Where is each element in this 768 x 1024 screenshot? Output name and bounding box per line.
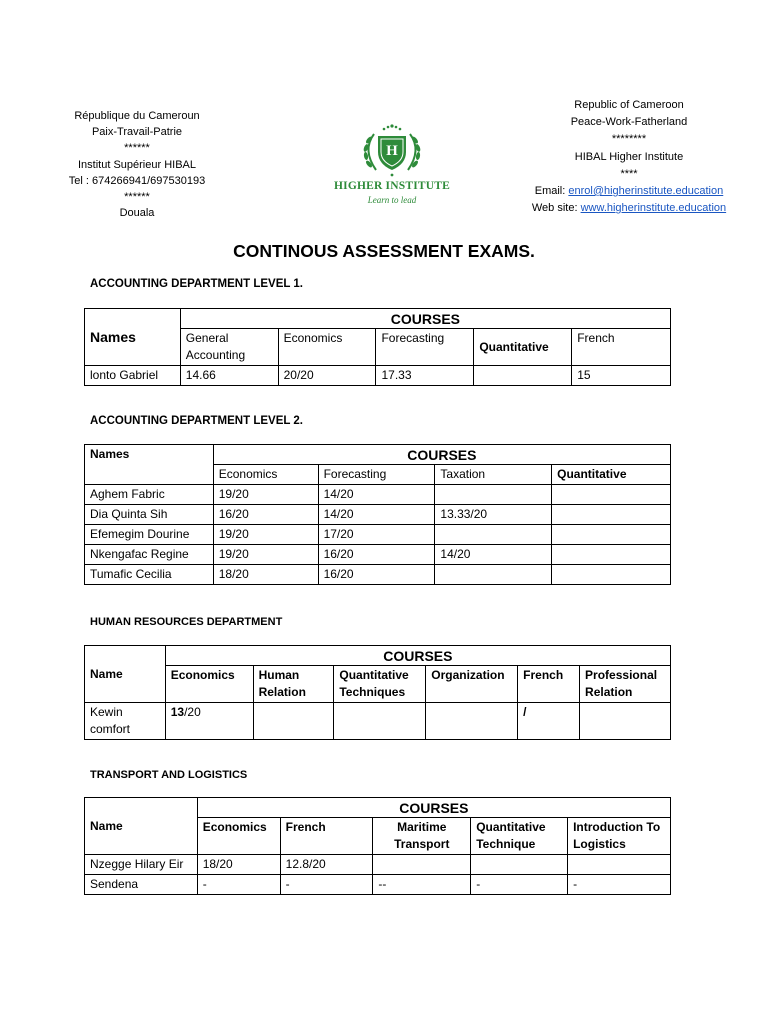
column-header: Economics (278, 329, 376, 366)
logo-tagline: Learn to lead (367, 195, 417, 205)
table-row (85, 875, 671, 895)
grade-cell (334, 703, 426, 740)
logo-name: HIGHER INSTITUTE (334, 180, 450, 192)
student-name: Aghem Fabric (85, 485, 214, 505)
website-link[interactable]: www.higherinstitute.education (580, 202, 727, 215)
column-header: Professional Relation (580, 666, 671, 703)
table-row (85, 565, 671, 585)
student-name: Efemegim Dourine (85, 525, 214, 545)
grade-cell: 14/20 (318, 485, 435, 505)
student-name: Nzegge Hilary Eir (85, 855, 198, 875)
header-right-line: Republic of Cameroon (574, 99, 684, 111)
grade-cell (471, 855, 568, 875)
grade-cell (552, 505, 671, 525)
grade-cell: 14/20 (435, 545, 552, 565)
section-heading-accounting-1: ACCOUNTING DEPARTMENT LEVEL 1. (90, 278, 303, 290)
column-header: Economics (197, 818, 280, 855)
grade-cell: 14.66 (180, 366, 278, 386)
header-right-block (514, 97, 744, 217)
grade-bold-part: 13 (170, 705, 185, 719)
student-name: Sendena (85, 875, 198, 895)
grade-cell: 18/20 (213, 565, 318, 585)
table-row (85, 505, 671, 525)
table-row (85, 366, 671, 386)
grade-cell (435, 525, 552, 545)
column-header: Forecasting (318, 465, 435, 485)
column-header: Quantitative Techniques (334, 666, 426, 703)
column-header: Introduction To Logistics (568, 818, 671, 855)
grade-cell: 17/20 (318, 525, 435, 545)
table-transport-logistics (84, 797, 671, 895)
column-header: Forecasting (376, 329, 474, 366)
column-header: Human Relation (253, 666, 334, 703)
student-name: Tumafic Cecilia (85, 565, 214, 585)
grade-cell (474, 366, 572, 386)
grade-cell: - (197, 875, 280, 895)
student-name: Kewin comfort (85, 703, 166, 740)
table-accounting-1 (84, 308, 671, 386)
grade-cell: - (280, 875, 373, 895)
column-header: General Accounting (180, 329, 278, 366)
column-header: Economics (165, 666, 253, 703)
grade-cell (253, 703, 334, 740)
grade-cell (552, 525, 671, 545)
grade-cell (165, 703, 253, 740)
grade-cell: - (568, 875, 671, 895)
section-heading-accounting-2: ACCOUNTING DEPARTMENT LEVEL 2. (90, 415, 303, 427)
column-header: Quantitative (552, 465, 671, 485)
grade-cell (435, 485, 552, 505)
grade-cell: -- (373, 875, 471, 895)
column-header: Maritime Transport (373, 818, 471, 855)
grade-cell (568, 855, 671, 875)
grade-cell (552, 545, 671, 565)
table-human-resources (84, 645, 671, 740)
grade-cell: 15 (572, 366, 671, 386)
table-row (85, 485, 671, 505)
header-left-line: République du Cameroun (74, 110, 200, 122)
student-name: lonto Gabriel (85, 366, 181, 386)
table-row (85, 703, 671, 740)
grade-cell: 17.33 (376, 366, 474, 386)
names-header: Name (85, 798, 198, 855)
table-row (85, 855, 671, 875)
grade-cell: 19/20 (213, 545, 318, 565)
header-left-line: ****** (124, 191, 150, 204)
grade-cell: 20/20 (278, 366, 376, 386)
grade-cell: 14/20 (318, 505, 435, 525)
grade-rest-part: /20 (184, 705, 201, 719)
grade-cell: 12.8/20 (280, 855, 373, 875)
institute-logo (322, 120, 462, 210)
column-header: French (280, 818, 373, 855)
page-title: CONTINOUS ASSESSMENT EXAMS. (233, 241, 535, 261)
header-left-line: Institut Supérieur HIBAL (77, 158, 196, 171)
grade-cell: - (471, 875, 568, 895)
courses-header: COURSES (197, 798, 670, 818)
courses-header: COURSES (213, 445, 670, 465)
grade-cell (552, 485, 671, 505)
names-header: Name (85, 646, 166, 703)
email-row (514, 183, 744, 200)
grade-cell: 16/20 (318, 565, 435, 585)
column-header: French (518, 666, 580, 703)
header-right-line: HIBAL Higher Institute (574, 150, 684, 163)
courses-header: COURSES (165, 646, 670, 666)
table-accounting-2 (84, 444, 671, 585)
grade-cell: 19/20 (213, 485, 318, 505)
email-label: Email: (534, 185, 569, 198)
section-heading-human-resources: HUMAN RESOURCES DEPARTMENT (90, 616, 283, 628)
grade-cell: 16/20 (318, 545, 435, 565)
grade-cell (426, 703, 518, 740)
header-left-line: Tel : 674266941/697530193 (68, 174, 206, 187)
table-row (85, 525, 671, 545)
grade-cell: 19/20 (213, 525, 318, 545)
column-header: French (572, 329, 671, 366)
column-header: Quantitative (474, 329, 572, 366)
student-name: Dia Quinta Sih (85, 505, 214, 525)
column-header: Organization (426, 666, 518, 703)
column-header: Quantitative Technique (471, 818, 568, 855)
grade-cell (580, 703, 671, 740)
header-right-line: Peace-Work-Fatherland (570, 116, 688, 129)
website-row (514, 200, 744, 217)
header-right-line: **** (620, 167, 638, 180)
grade-cell (435, 565, 552, 585)
header-left-block (56, 108, 218, 221)
logo-letter: H (386, 143, 398, 159)
email-link[interactable]: enrol@higherinstitute.education (568, 185, 724, 198)
courses-header: COURSES (180, 309, 670, 329)
header-left-line: Paix-Travail-Patrie (91, 126, 183, 139)
column-header: Economics (213, 465, 318, 485)
names-header: Names (85, 309, 181, 366)
header-right-line: ******** (611, 133, 647, 146)
column-header: Taxation (435, 465, 552, 485)
grade-cell (373, 855, 471, 875)
names-header: Names (85, 445, 214, 485)
grade-cell: 13.33/20 (435, 505, 552, 525)
section-heading-transport-logistics: TRANSPORT AND LOGISTICS (90, 769, 248, 781)
header-left-line: Douala (119, 207, 155, 220)
student-name: Nkengafac Regine (85, 545, 214, 565)
website-label: Web site: (531, 202, 581, 215)
header-left-line: ****** (124, 142, 150, 155)
grade-cell (552, 565, 671, 585)
grade-cell: / (518, 703, 580, 740)
grade-cell: 18/20 (197, 855, 280, 875)
table-row (85, 545, 671, 565)
grade-cell: 16/20 (213, 505, 318, 525)
